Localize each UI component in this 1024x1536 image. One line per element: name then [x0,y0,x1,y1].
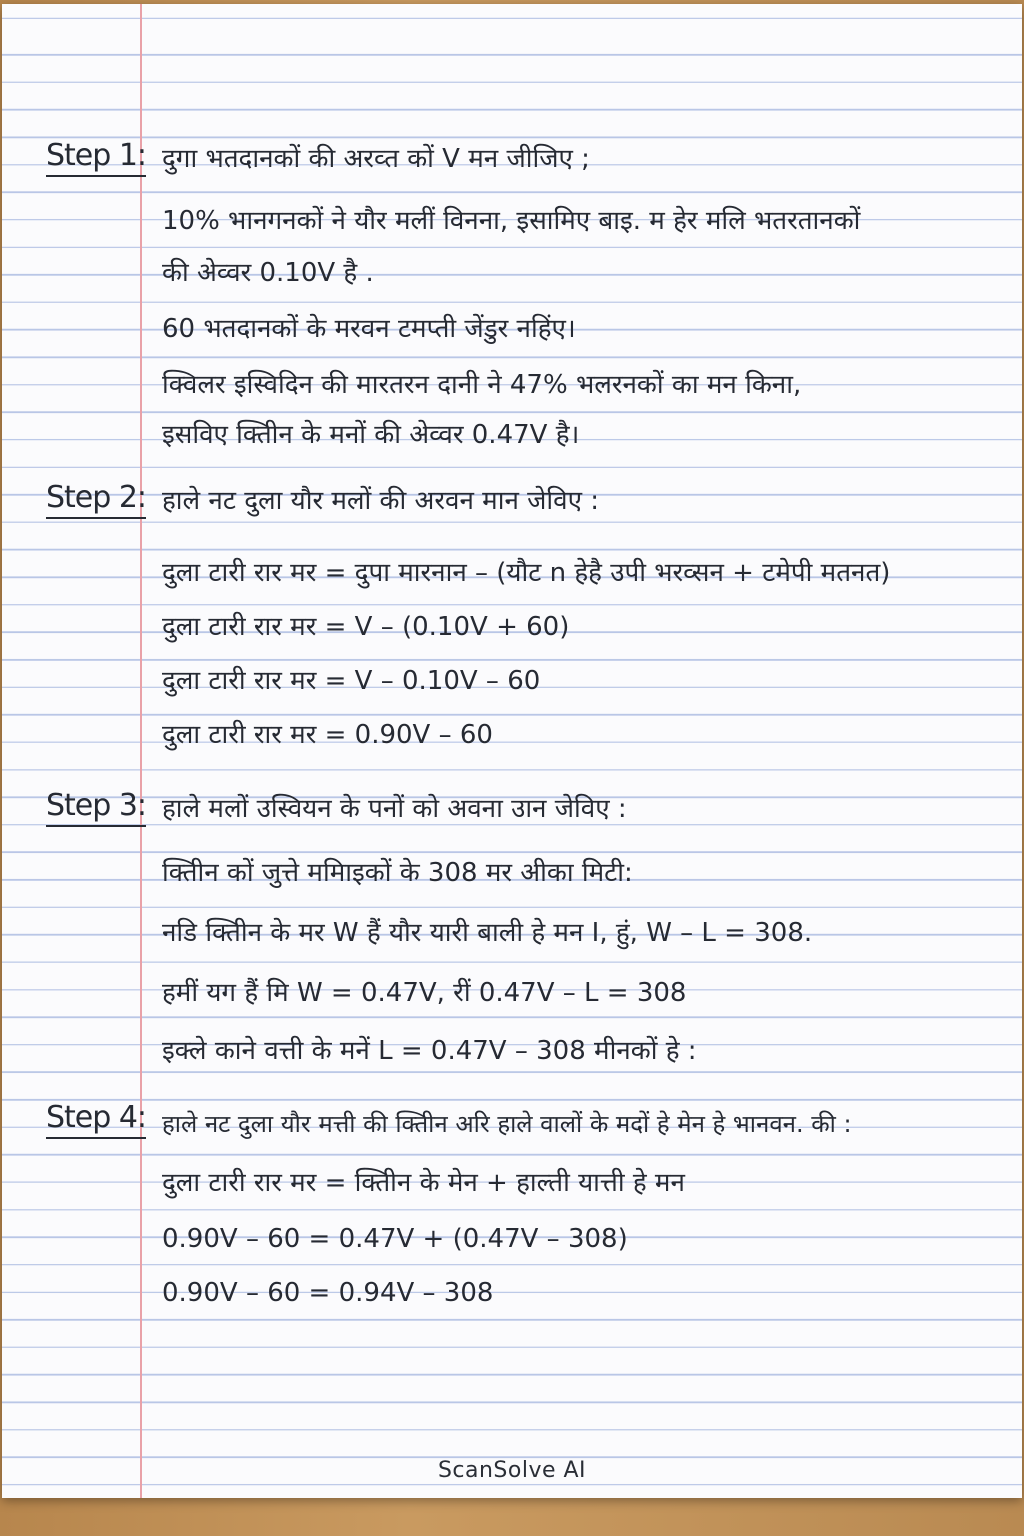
step-4-line: 0.90V – 60 = 0.94V – 308 [162,1278,494,1308]
step-1-line: 10% भानगनकों ने यौर मलीं विनना, इसामिए बाइ. म हेर मलि भतरतानकों [162,206,861,236]
step-4-heading: हाले नट दुला यौर मत्ती की क्तिीन अरि हाले वालों के मदों हे मेन हे भानवन. की : [162,1110,852,1138]
step-1-line: क्विलर इस्विदिन की मारतरन दानी ने 47% भलरनकों का मन किना, [162,370,802,400]
step-1-label [46,138,146,173]
step-2-line: दुला टारी रार मर = दुपा मारनान – (यौट n हेहै उपी भरव्सन + टमेपी मतनत) [162,558,891,588]
step-3-line: क्तिीन कों जुत्ते ममिाइकों के 308 मर अीका मिटी: [162,858,633,888]
step-3-line: नडि क्तिीन के मर W हैं यौर यारी बाली हे मन I, हुं, W – L = 308. [162,918,813,948]
step-3-line: हमीं यग हैं मि W = 0.47V, रीं 0.47V – L = 308 [162,978,687,1008]
step-3-heading: हाले मलों उस्वियन के पनों को अवना उान जेविए : [162,794,627,824]
notebook-page [2,4,1022,1498]
step-1-heading: दुगा भतदानकों की अरव्त कों V मन जीजिए ; [162,144,590,174]
step-4-label-text: Step 4: [46,1100,146,1139]
step-4-line: दुला टारी रार मर = क्तिीन के मेन + हाल्ती यात्ती हे मन [162,1168,685,1198]
step-1-line: इसविए क्तिीन के मनों की अेव्वर 0.47V है। [162,420,580,450]
step-3-label [46,788,146,823]
step-4-line: 0.90V – 60 = 0.47V + (0.47V – 308) [162,1224,628,1254]
margin-line [140,4,142,1498]
step-2-line: दुला टारी रार मर = 0.90V – 60 [162,720,493,750]
step-2-label-text: Step 2: [46,480,146,519]
step-3-line: इक्ले काने वत्ती के मनें L = 0.47V – 308 मीनकों हे : [162,1036,697,1066]
brand-footer: ScanSolve AI [437,1458,587,1483]
step-1-line: 60 भतदानकों के मरवन टमप्ती जेंडुर नहिंए। [162,314,576,344]
step-2-line: दुला टारी रार मर = V – (0.10V + 60) [162,612,570,642]
step-3-label-text: Step 3: [46,788,146,827]
step-2-heading: हाले नट दुला यौर मलों की अरवन मान जेविए : [162,486,600,516]
step-2-label [46,480,146,515]
step-4-label [46,1100,146,1135]
step-1-label-text: Step 1: [46,138,146,177]
step-1-line: की अेव्वर 0.10V है . [162,258,374,288]
step-2-line: दुला टारी रार मर = V – 0.10V – 60 [162,666,541,696]
